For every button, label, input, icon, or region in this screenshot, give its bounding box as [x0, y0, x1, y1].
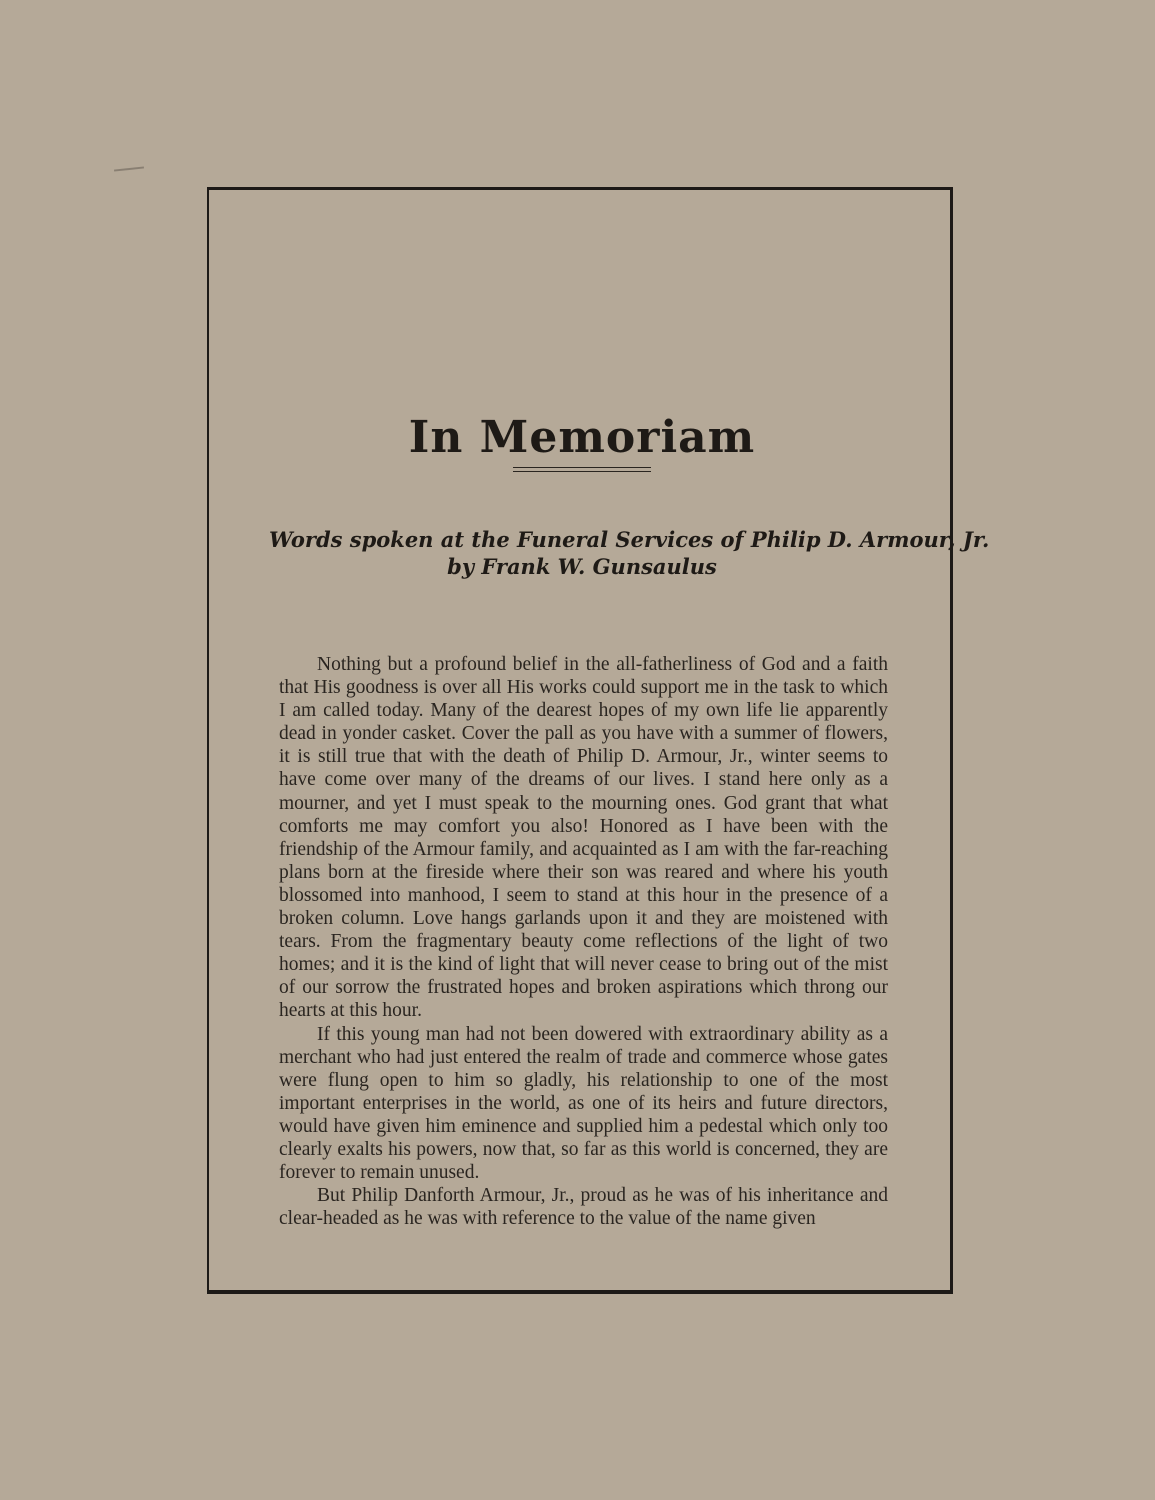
page-frame [207, 187, 990, 1294]
body-text [279, 653, 888, 1230]
paragraph-1: Nothing but a profound belief in the all-fatherliness of God and a faith that His goodness is over all His works could support me in the task to which I am called today. Many of the dearest hopes of my own life lie apparently dead in yonder casket. Cover the pall as you have with a summer of flowers, it is still true that with the death of Philip D. Armour, Jr., winter seems to have come over many of the dreams of our lives. I stand here only as a mourner, and yet I must speak to the mourning ones. God grant that what comforts me may comfort you also! Honored as I have been with the friendship of the Armour family, and acquainted as I am with the far-reaching plans born at the fireside where their son was reared and where his youth blossomed into manhood, I seem to stand at this hour in the presence of a broken column. Love hangs garlands upon it and they are moistened with tears. From the fragmentary beauty come reflections of the light of two homes; and it is the kind of light that will never cease to bring out of the mist of our sorrow the frustrated hopes and broken aspirations which throng our hearts at this hour. [279, 654, 888, 1022]
page-title: In Memoriam [408, 412, 756, 463]
paragraph-3: But Philip Danforth Armour, Jr., proud as he was of his inheritance and clear-headed as he was with reference to the value of the name given [279, 1185, 888, 1230]
paragraph-2: If this young man had not been dowered with extraordinary ability as a merchant who had just entered the realm of trade and commerce whose gates were flung open to him so gladly, his relationship to one of the most important enterprises in the world, as one of its heirs and future directors, would have given him eminence and supplied him a pedestal which only too clearly exalts his powers, now that, so far as this world is concerned, they are forever to remain unused. [279, 1023, 888, 1184]
title-underline [513, 467, 651, 472]
subtitle-line-2: by Frank W. Gunsaulus [447, 554, 717, 579]
subtitle [269, 526, 990, 580]
paper-mark [114, 166, 144, 171]
subtitle-line-1: Words spoken at the Funeral Services of Philip D. Armour, Jr. [269, 527, 990, 552]
